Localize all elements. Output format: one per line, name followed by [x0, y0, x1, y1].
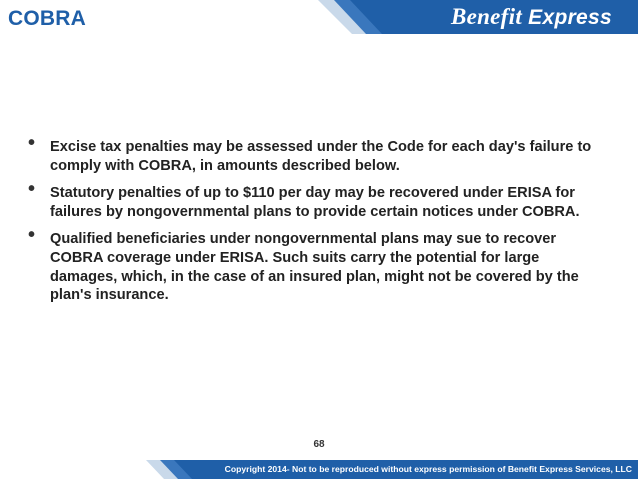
bullet-text: Excise tax penalties may be assessed under the Code for each day's failure to comply with COBRA, in amounts described below.	[50, 139, 592, 174]
bullet-dot-icon: •	[28, 132, 36, 154]
brand-logo	[451, 4, 612, 30]
bullet-list	[26, 132, 606, 314]
copyright-notice: Copyright 2014- Not to be reproduced without express permission of Benefit Express Services, LLC	[224, 464, 632, 474]
bullet-dot-icon: •	[28, 178, 36, 201]
brand-logo-benefit: Benefit	[450, 4, 523, 29]
page-number: 68	[313, 439, 325, 450]
bullet-item	[26, 132, 606, 175]
bullet-item	[26, 224, 606, 304]
bullet-item	[26, 178, 606, 221]
slide-title: COBRA	[8, 7, 86, 30]
bullet-text: Statutory penalties of up to $110 per day may be recovered under ERISA for failures by nongovernmental plans to provide certain notices under COBRA.	[50, 185, 580, 220]
brand-logo-express: Express	[528, 6, 612, 29]
bullet-text: Qualified beneficiaries under nongovernmental plans may sue to recover COBRA coverage under ERISA. Such suits carry the potential for large damages, which, in the case of an insured plan, might not be covered by the plan's insurance.	[50, 231, 579, 304]
bullet-dot-icon: •	[28, 224, 36, 247]
